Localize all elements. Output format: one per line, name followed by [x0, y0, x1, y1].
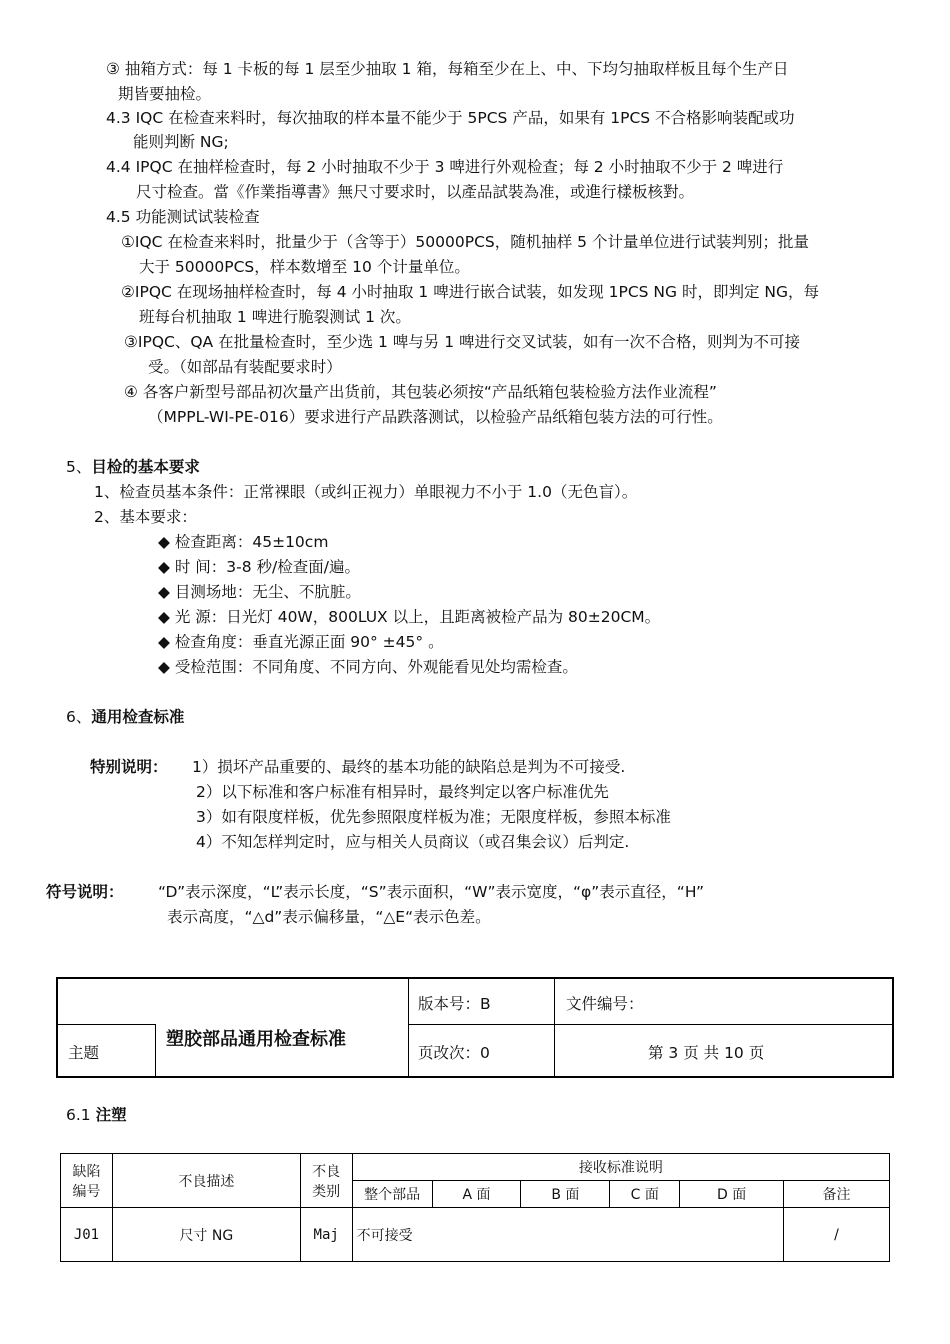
- defect-table: [60, 1153, 890, 1262]
- symbol-description: 表示高度，“△d”表示偏移量，“△E“表示色差。: [167, 908, 491, 926]
- note-item: 4）不知怎样判定时，应与相关人员商议（或召集会议）后判定.: [196, 833, 630, 851]
- revision-number: 页改次：0: [418, 1044, 490, 1062]
- list-item: ①IQC 在检查来料时，批量少于（含等于）50000PCS，随机抽样 5 个计量单位进行试装判别；批量: [121, 233, 809, 251]
- table-cell: Maj: [300, 1208, 352, 1262]
- diamond-bullet-icon: ◆: [158, 658, 170, 676]
- header-cell: 不良 类别: [300, 1154, 352, 1208]
- section-title: 通用检查标准: [91, 708, 185, 726]
- text-line: 2、基本要求：: [94, 508, 197, 526]
- diamond-bullet-icon: ◆: [158, 533, 170, 551]
- divider: [408, 1024, 892, 1025]
- table-header-row: [61, 1154, 890, 1181]
- section-title: 目检的基本要求: [91, 458, 200, 476]
- header-cell: A 面: [432, 1181, 521, 1208]
- text-line: 尺寸检查。當《作業指導書》無尺寸要求时，以產品試裝為准，或進行樣板核對。: [136, 183, 695, 201]
- bullet-item: ◆ 检查角度：垂直光源正面 90° ±45° 。: [158, 633, 444, 651]
- bullet-item: ◆ 检查距离：45±10cm: [158, 533, 329, 551]
- list-item: ④ 各客户新型号部品初次量产出货前，其包装必须按“产品纸箱包装检验方法作业流程”: [124, 383, 717, 401]
- header-cell: 缺陷 编号: [61, 1154, 113, 1208]
- bullet-item: ◆ 受检范围：不同角度、不同方向、外观能看见处均需检查。: [158, 658, 578, 676]
- table-cell: /: [784, 1208, 890, 1262]
- text-line: 能则判断 NG;: [133, 133, 229, 151]
- subsection-title: 注塑: [95, 1106, 127, 1124]
- note-item: 3）如有限度样板，优先参照限度样板为准；无限度样板，参照本标准: [196, 808, 671, 826]
- symbol-label: 符号说明：: [46, 883, 124, 901]
- symbol-description: “D”表示深度，“L”表示长度，“S”表示面积，“W”表示宽度，“φ”表示直径，“H”: [158, 883, 705, 901]
- diamond-bullet-icon: ◆: [158, 608, 170, 626]
- section-heading: [66, 706, 184, 728]
- header-cell: D 面: [680, 1181, 784, 1208]
- table-cell: J01: [61, 1208, 113, 1262]
- bullet-item: ◆ 目测场地：无尘、不肮脏。: [158, 583, 361, 601]
- paragraph-4-3: 4.3 IQC 在检查来料时，每次抽取的样本量不能少于 5PCS 产品，如果有 1PCS 不合格影响装配或功: [106, 109, 795, 127]
- table-row: [61, 1208, 890, 1262]
- section-number: 5、: [66, 458, 92, 476]
- text-line: 1、检查员基本条件：正常裸眼（或纠正视力）单眼视力不小于 1.0（无色盲）。: [94, 483, 638, 501]
- subsection-heading: [66, 1104, 127, 1126]
- version-number: 版本号：B: [418, 995, 491, 1013]
- text-line: 受。（如部品有装配要求时）: [148, 358, 342, 376]
- subsection-number: 6.1: [66, 1106, 96, 1124]
- document-header-box: [56, 977, 894, 1078]
- list-item: ②IPQC 在现场抽样检查时，每 4 小时抽取 1 啤进行嵌合试装，如发现 1PCS NG 时，即判定 NG，每: [121, 283, 819, 301]
- diamond-bullet-icon: ◆: [158, 558, 170, 576]
- table-cell: 不可接受: [352, 1208, 783, 1262]
- text-line: 班每台机抽取 1 啤进行脆裂测试 1 次。: [139, 308, 411, 326]
- list-item: ③IPQC、QA 在批量检查时，至少选 1 啤与另 1 啤进行交叉试装，如有一次不合格，则判为不可接: [124, 333, 801, 351]
- text-line: 期皆要抽检。: [118, 85, 212, 103]
- divider: [155, 1024, 156, 1076]
- section-heading: [66, 456, 200, 478]
- subject-label: 主题: [68, 1044, 100, 1062]
- diamond-bullet-icon: ◆: [158, 633, 170, 651]
- header-cell: 接收标准说明: [352, 1154, 889, 1181]
- divider: [554, 979, 555, 1076]
- header-cell: 不良描述: [112, 1154, 300, 1208]
- diamond-bullet-icon: ◆: [158, 583, 170, 601]
- document-title: 塑胶部品通用检查标准: [166, 1029, 346, 1050]
- divider: [58, 1024, 155, 1025]
- section-number: 6、: [66, 708, 92, 726]
- paragraph-4-5: 4.5 功能测试试装检查: [106, 208, 260, 226]
- text-line: 大于 50000PCS，样本数增至 10 个计量单位。: [139, 258, 470, 276]
- header-cell: B 面: [521, 1181, 610, 1208]
- text-line: ③ 抽箱方式：每 1 卡板的每 1 层至少抽取 1 箱，每箱至少在上、中、下均匀抽取样板且每个生产日: [106, 60, 789, 78]
- bullet-item: ◆ 光 源：日光灯 40W，800LUX 以上，且距离被检产品为 80±20CM。: [158, 608, 661, 626]
- table-cell: 尺寸 NG: [112, 1208, 300, 1262]
- header-cell: 整个部品: [352, 1181, 432, 1208]
- bullet-item: ◆ 时 间：3-8 秒/检查面/遍。: [158, 558, 360, 576]
- note-item: 2）以下标准和客户标准有相异时，最终判定以客户标准优先: [196, 783, 609, 801]
- divider: [408, 979, 409, 1076]
- page-indicator: 第 3 页 共 10 页: [648, 1044, 765, 1062]
- paragraph-4-4: 4.4 IPQC 在抽样检查时，每 2 小时抽取不少于 3 啤进行外观检查；每 2 小时抽取不少于 2 啤进行: [106, 158, 784, 176]
- header-cell: 备注: [784, 1181, 890, 1208]
- note-item: 1）损坏产品重要的、最终的基本功能的缺陷总是判为不可接受.: [192, 758, 626, 776]
- file-number: 文件编号：: [566, 995, 644, 1013]
- header-cell: C 面: [610, 1181, 680, 1208]
- special-note-label: 特别说明：: [90, 758, 168, 776]
- text-line: （MPPL-WI-PE-016）要求进行产品跌落测试，以检验产品纸箱包装方法的可行性。: [148, 408, 723, 426]
